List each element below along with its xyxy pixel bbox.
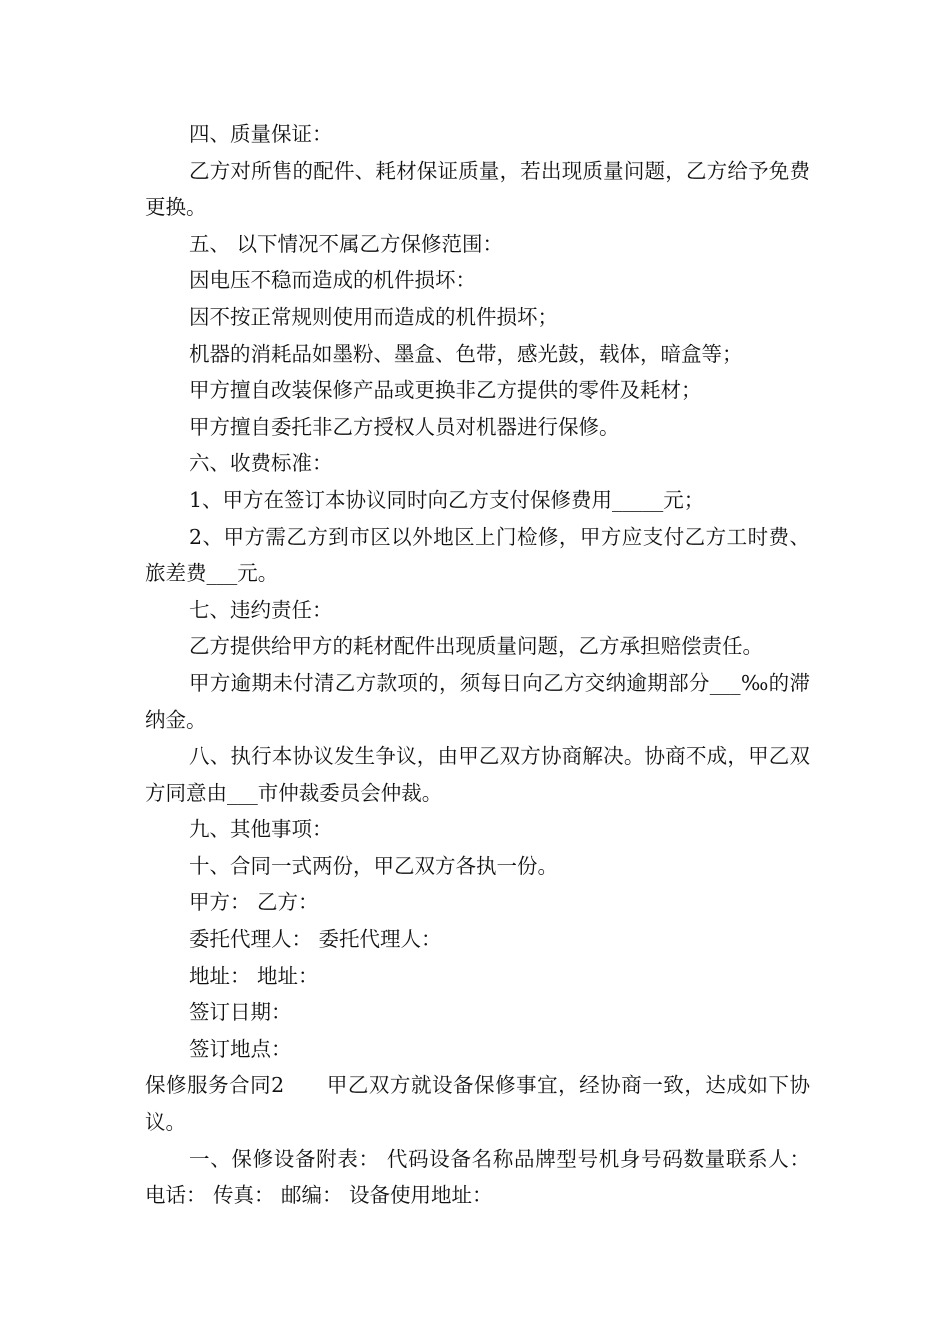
section-heading-other: 九、其他事项： (189, 817, 333, 842)
section-heading-liability: 七、违约责任： (189, 597, 333, 622)
liability-item-2: 甲方逾期未付清乙方款项的，须每日向乙方交纳逾期部分___‰的滞纳金。 (145, 670, 810, 732)
paragraph-quality-guarantee: 乙方对所售的配件、耗材保证质量，若出现质量问题，乙方给予免费更换。 (145, 158, 810, 220)
exclusion-item-misuse: 因不按正常规则使用而造成的机件损坏； (189, 304, 558, 329)
contract-2-intro: 保修服务合同2 甲乙双方就设备保修事宜，经协商一致，达成如下协议。 (145, 1073, 810, 1135)
fee-item-2: 2、甲方需乙方到市区以外地区上门检修，甲方应支付乙方工时费、旅差费___元。 (145, 524, 810, 586)
liability-item-1: 乙方提供给甲方的耗材配件出现质量问题，乙方承担赔偿责任。 (189, 634, 763, 659)
signature-agents: 委托代理人： 委托代理人： (189, 927, 442, 952)
exclusion-item-voltage: 因电压不稳而造成的机件损坏： (189, 268, 476, 293)
section-heading-exclusions: 五、 以下情况不属乙方保修范围： (189, 231, 504, 256)
exclusion-item-modification: 甲方擅自改装保修产品或更换非乙方提供的零件及耗材； (189, 378, 702, 403)
section-copies: 十、合同一式两份，甲乙双方各执一份。 (189, 853, 558, 878)
exclusion-item-unauthorized: 甲方擅自委托非乙方授权人员对机器进行保修。 (189, 414, 620, 439)
signature-date: 签订日期： (189, 1000, 292, 1025)
section-heading-fees: 六、收费标准： (189, 451, 333, 476)
section-dispute: 八、执行本协议发生争议，由甲乙双方协商解决。协商不成，甲乙双方同意由___市仲裁委员会仲裁。 (145, 744, 810, 805)
contract-2-equipment-table: 一、保修设备附表： 代码设备名称品牌型号机身号码数量联系人： 电话： 传真： 邮编： 设备使用地址： (145, 1146, 817, 1208)
fee-item-1: 1、甲方在签订本协议同时向乙方支付保修费用_____元； (189, 487, 705, 512)
exclusion-item-consumables: 机器的消耗品如墨粉、墨盒、色带，感光鼓，载体，暗盒等； (189, 341, 743, 366)
signature-addresses: 地址： 地址： (189, 963, 319, 988)
signature-place: 签订地点： (189, 1036, 292, 1061)
document-body (145, 116, 817, 1214)
section-heading-quality: 四、质量保证： (189, 122, 333, 146)
signature-parties: 甲方： 乙方： (189, 890, 319, 915)
